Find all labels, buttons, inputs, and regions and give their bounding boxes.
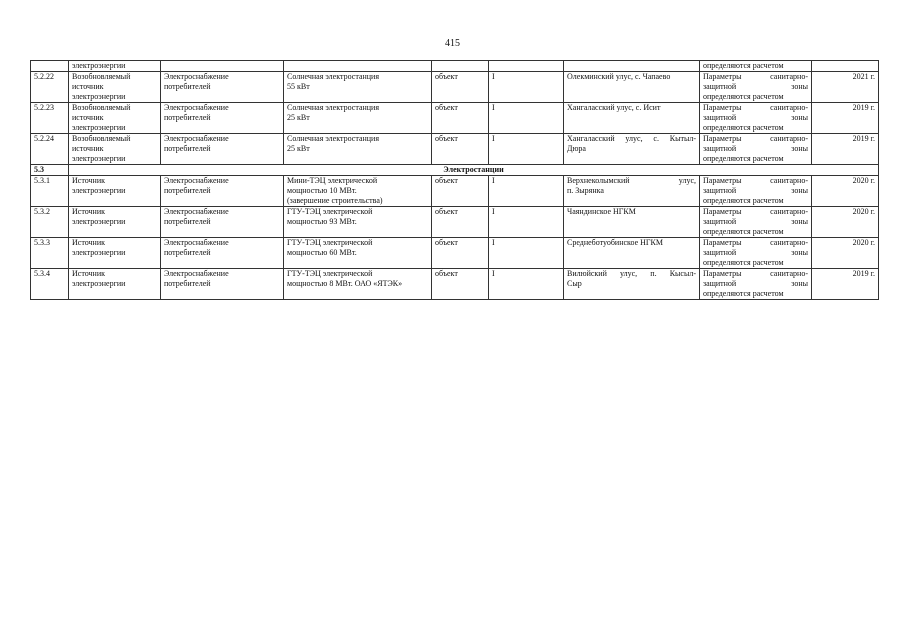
section-number: 5.3 <box>31 165 69 176</box>
cell-line: электроэнергии <box>72 123 126 132</box>
cell-line: Солнечная электростанция <box>287 103 380 112</box>
cell-line: источник <box>72 144 104 153</box>
cell-location <box>564 103 700 134</box>
cell-source <box>69 134 161 165</box>
cell-line: защитной зоны <box>703 113 808 122</box>
cell-line: потребителей <box>164 248 211 257</box>
section-title: Электростанции <box>69 165 879 176</box>
cell-line: Среднеботуобинское НГКМ <box>567 238 664 247</box>
cell-line: потребителей <box>164 113 211 122</box>
cell-line: электроэнергии <box>72 217 126 226</box>
cell-source <box>69 61 161 72</box>
cell-line: Электроснабжение <box>164 134 229 143</box>
table-body-renewables <box>31 61 879 165</box>
cell-line: Электроснабжение <box>164 207 229 216</box>
cell-purpose <box>161 176 284 207</box>
cell-category: I <box>489 72 564 103</box>
cell-number: 5.3.3 <box>31 238 69 269</box>
cell-purpose <box>161 103 284 134</box>
cell-year: 2020 г. <box>812 207 879 238</box>
plan-table <box>30 60 879 300</box>
cell-purpose <box>161 269 284 300</box>
cell-line: мощностью 8 МВт. ОАО «ЯТЭК» <box>287 279 403 288</box>
cell-category: I <box>489 103 564 134</box>
cell-line: Электроснабжение <box>164 269 229 278</box>
cell-year: 2019 г. <box>812 134 879 165</box>
cell-object <box>284 61 432 72</box>
cell-line: Параметры санитарно- <box>703 176 808 185</box>
cell-line: защитной зоны <box>703 248 808 257</box>
cell-line: Верхнеколымский улус, <box>567 176 696 185</box>
cell-number: 5.3.2 <box>31 207 69 238</box>
cell-line: Сыр <box>567 279 582 288</box>
table-row <box>31 134 879 165</box>
cell-line: Солнечная электростанция <box>287 134 380 143</box>
cell-number <box>31 61 69 72</box>
cell-line: 25 кВт <box>287 113 310 122</box>
cell-line: Электроснабжение <box>164 176 229 185</box>
cell-purpose <box>161 238 284 269</box>
cell-text: электроэнергии <box>72 61 126 70</box>
cell-line: потребителей <box>164 144 211 153</box>
cell-line: определяются расчетом <box>703 154 784 163</box>
cell-year: 2021 г. <box>812 72 879 103</box>
cell-number: 5.2.23 <box>31 103 69 134</box>
cell-line: электроэнергии <box>72 154 126 163</box>
cell-location <box>564 61 700 72</box>
cell-line: п. Зырянка <box>567 186 604 195</box>
cell-line: источник <box>72 82 104 91</box>
cell-kind: объект <box>432 238 489 269</box>
cell-line: защитной зоны <box>703 144 808 153</box>
table-row <box>31 269 879 300</box>
cell-kind: объект <box>432 176 489 207</box>
cell-object <box>284 176 432 207</box>
cell-object <box>284 238 432 269</box>
cell-line: мощностью 10 МВт. <box>287 186 357 195</box>
cell-object <box>284 269 432 300</box>
cell-parameters <box>700 176 812 207</box>
cell-line: защитной зоны <box>703 82 808 91</box>
cell-line: защитной зоны <box>703 217 808 226</box>
cell-parameters <box>700 61 812 72</box>
cell-year: 2020 г. <box>812 238 879 269</box>
cell-parameters <box>700 134 812 165</box>
cell-source <box>69 72 161 103</box>
cell-line: Параметры санитарно- <box>703 238 808 247</box>
cell-line: Параметры санитарно- <box>703 72 808 81</box>
cell-year <box>812 61 879 72</box>
cell-purpose <box>161 134 284 165</box>
cell-line: (завершение строительства) <box>287 196 383 205</box>
cell-line: Электроснабжение <box>164 238 229 247</box>
cell-line: электроэнергии <box>72 248 126 257</box>
cell-parameters <box>700 72 812 103</box>
cell-line: определяются расчетом <box>703 289 784 298</box>
cell-year: 2020 г. <box>812 176 879 207</box>
cell-number: 5.3.4 <box>31 269 69 300</box>
cell-line: ГТУ-ТЭЦ электрической <box>287 269 373 278</box>
cell-object <box>284 134 432 165</box>
cell-line: Источник <box>72 238 105 247</box>
cell-line: Солнечная электростанция <box>287 72 380 81</box>
cell-line: Возобновляемый <box>72 103 131 112</box>
cell-location <box>564 269 700 300</box>
cell-line: Параметры санитарно- <box>703 103 808 112</box>
cell-location <box>564 238 700 269</box>
cell-line: электроэнергии <box>72 92 126 101</box>
table-row <box>31 103 879 134</box>
cell-line: Хангаласский улус, с. Кытыл- <box>567 134 696 143</box>
cell-line: определяются расчетом <box>703 196 784 205</box>
cell-source <box>69 103 161 134</box>
cell-line: потребителей <box>164 186 211 195</box>
cell-text: определяются расчетом <box>703 61 784 70</box>
cell-line: Параметры санитарно- <box>703 207 808 216</box>
section-header-row <box>31 165 879 176</box>
cell-line: определяются расчетом <box>703 92 784 101</box>
cell-line: электроэнергии <box>72 186 126 195</box>
cell-line: Параметры санитарно- <box>703 134 808 143</box>
cell-location <box>564 134 700 165</box>
table-body-powerplants <box>31 176 879 300</box>
cell-line: Олекминский улус, с. Чапаево <box>567 72 671 81</box>
cell-category: I <box>489 238 564 269</box>
cell-line: Источник <box>72 207 105 216</box>
cell-line: мощностью 93 МВт. <box>287 217 357 226</box>
cell-parameters <box>700 238 812 269</box>
cell-location <box>564 207 700 238</box>
cell-line: определяются расчетом <box>703 258 784 267</box>
cell-category: I <box>489 134 564 165</box>
cell-line: 25 кВт <box>287 144 310 153</box>
cell-category: I <box>489 176 564 207</box>
cell-parameters <box>700 207 812 238</box>
cell-location <box>564 72 700 103</box>
cell-category: I <box>489 207 564 238</box>
cell-source <box>69 176 161 207</box>
cell-line: защитной зоны <box>703 279 808 288</box>
cell-number: 5.2.24 <box>31 134 69 165</box>
table-row <box>31 238 879 269</box>
cell-line: ГТУ-ТЭЦ электрической <box>287 207 373 216</box>
cell-location <box>564 176 700 207</box>
table-row <box>31 207 879 238</box>
cell-line: потребителей <box>164 217 211 226</box>
cell-line: Вилюйский улус, п. Кысыл- <box>567 269 696 278</box>
cell-line: мощностью 60 МВт. <box>287 248 357 257</box>
cell-number: 5.3.1 <box>31 176 69 207</box>
cell-kind: объект <box>432 269 489 300</box>
cell-line: источник <box>72 113 104 122</box>
cell-purpose <box>161 61 284 72</box>
cell-parameters <box>700 269 812 300</box>
cell-purpose <box>161 72 284 103</box>
cell-line: Мини-ТЭЦ электрической <box>287 176 378 185</box>
cell-year: 2019 г. <box>812 103 879 134</box>
cell-parameters <box>700 103 812 134</box>
cell-line: потребителей <box>164 82 211 91</box>
cell-kind: объект <box>432 72 489 103</box>
cell-line: 55 кВт <box>287 82 310 91</box>
cell-category <box>489 61 564 72</box>
cell-source <box>69 269 161 300</box>
page-number: 415 <box>445 38 460 49</box>
cell-object <box>284 207 432 238</box>
cell-kind: объект <box>432 134 489 165</box>
cell-kind <box>432 61 489 72</box>
table-row <box>31 176 879 207</box>
cell-line: ГТУ-ТЭЦ электрической <box>287 238 373 247</box>
cell-line: Возобновляемый <box>72 134 131 143</box>
cell-line: Электроснабжение <box>164 103 229 112</box>
cell-line: определяются расчетом <box>703 227 784 236</box>
cell-line: Источник <box>72 269 105 278</box>
cell-line: Возобновляемый <box>72 72 131 81</box>
cell-line: определяются расчетом <box>703 123 784 132</box>
cell-line: Источник <box>72 176 105 185</box>
cell-line: Параметры санитарно- <box>703 269 808 278</box>
cell-line: защитной зоны <box>703 186 808 195</box>
cell-object <box>284 103 432 134</box>
cell-purpose <box>161 207 284 238</box>
table-body-section <box>31 165 879 176</box>
cell-source <box>69 207 161 238</box>
cell-object <box>284 72 432 103</box>
cell-category: I <box>489 269 564 300</box>
cell-line: Хангаласский улус, с. Исит <box>567 103 661 112</box>
table-row <box>31 72 879 103</box>
cell-line: Электроснабжение <box>164 72 229 81</box>
cell-source <box>69 238 161 269</box>
cell-line: электроэнергии <box>72 279 126 288</box>
cell-kind: объект <box>432 103 489 134</box>
cell-kind: объект <box>432 207 489 238</box>
cell-year: 2019 г. <box>812 269 879 300</box>
cell-line: Чаяндинское НГКМ <box>567 207 636 216</box>
cell-line: потребителей <box>164 279 211 288</box>
cell-number: 5.2.22 <box>31 72 69 103</box>
table-row-continued <box>31 61 879 72</box>
cell-line: Дюра <box>567 144 586 153</box>
